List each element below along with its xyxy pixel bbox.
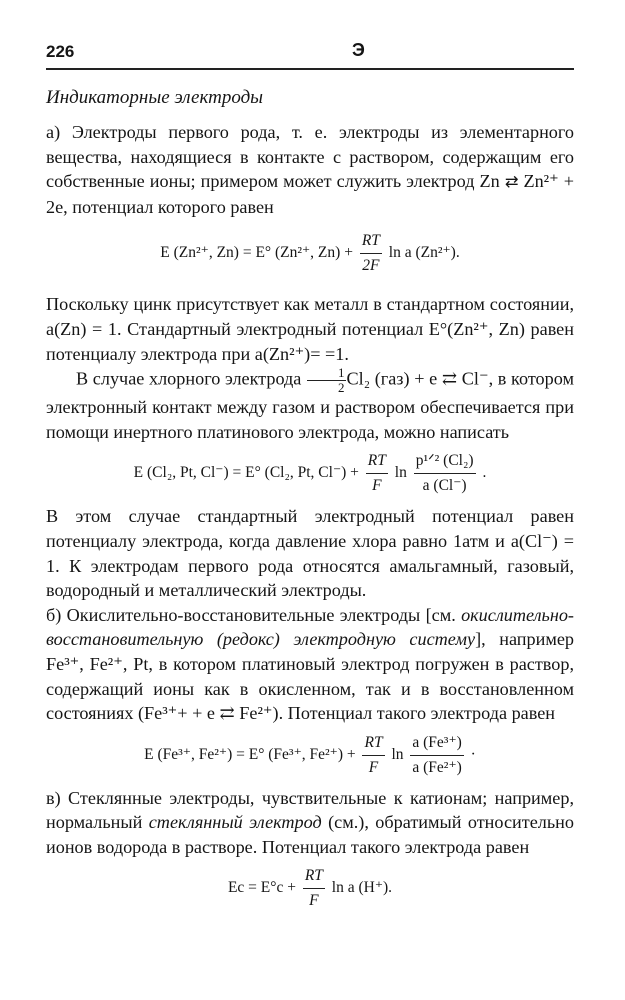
reaction-left: Zn <box>479 171 505 192</box>
page-header <box>46 38 574 70</box>
fraction-numerator: 1 <box>307 366 346 381</box>
para-text: в котором электронный контакт между газом и раствором обеспечивается при помощи инертного платинового электрода, можно написать <box>46 368 574 442</box>
formula-chlorine-potential <box>46 451 574 496</box>
ln-operator: ln <box>390 464 411 482</box>
paragraph-glass-electrodes <box>46 786 574 860</box>
fraction-rt-f <box>303 866 325 911</box>
fraction-numerator: RT <box>303 866 325 889</box>
formula-lhs: E (Zn²⁺, Zn) = E° (Zn²⁺, Zn) + <box>160 244 357 262</box>
equilibrium-arrow-icon: ⇄ <box>504 172 519 192</box>
fraction-rt-2f <box>360 231 382 276</box>
formula-rhs: ln a (Zn²⁺). <box>384 244 460 262</box>
chlorine-reaction: Cl₂ (газ) + e ⇄ Cl⁻, <box>346 368 494 389</box>
para-text: а) Электроды первого рода, т. е. электроды из элементарного вещества, находящиеся в контакте с раствором, содержащим его собственные ионы; примером может служить электрод <box>46 122 574 192</box>
fraction-denominator: a (Fe²⁺) <box>412 758 462 776</box>
reaction-right: Zn²⁺ + 2e, <box>46 171 574 217</box>
page-body <box>46 84 574 919</box>
running-head: Э <box>352 40 365 60</box>
formula-glass-potential <box>46 866 574 911</box>
fraction-numerator: RT <box>360 231 382 254</box>
fraction-denominator: 2 <box>338 380 345 396</box>
fraction-numerator: p¹ᐟ² (Cl₂) <box>414 451 476 474</box>
formula-lhs: E (Fe³⁺, Fe²⁺) = E° (Fe³⁺, Fe²⁺) + <box>144 745 360 763</box>
para-text: в) Стеклянные электроды, чувствительные к катионам; например, нормальный <box>46 787 574 833</box>
page-number: 226 <box>46 42 75 61</box>
paragraph-standard-potential: В этом случае стандартный электродный потенциал равен потенциалу электрода, когда давление хлора равно 1атм и a(Cl⁻) = 1. К электродам первого рода относятся амальгамный, газовый, водородный и металлический электроды. <box>46 506 574 601</box>
fraction-pressure-activity <box>414 451 476 496</box>
fraction-denominator: F <box>368 758 379 776</box>
fraction-numerator: RT <box>366 451 388 474</box>
fraction-one-half <box>307 366 346 395</box>
fraction-denominator: 2F <box>362 257 380 275</box>
fraction-denominator: F <box>309 892 319 910</box>
paragraph-first-kind-electrodes <box>46 120 574 219</box>
cross-reference-redox: окислительно-восстановительную (редокс) электродную систему <box>46 604 574 650</box>
formula-lhs: E (Cl₂, Pt, Cl⁻) = E° (Cl₂, Pt, Cl⁻) + <box>133 464 363 482</box>
fraction-rt-f <box>362 733 384 778</box>
fraction-denominator: F <box>372 477 382 495</box>
para-lead: В случае хлорного электрода <box>76 368 307 389</box>
para-text-continued: (см.), обратимый относительно ионов водорода в растворе. Потенциал такого электрода равен <box>46 812 574 857</box>
section-title: Индикаторные электроды <box>46 87 264 108</box>
para-tail: потенциал которого равен <box>67 196 274 217</box>
paragraph-chlorine-electrode <box>46 366 574 444</box>
formula-zinc-potential <box>46 231 574 276</box>
fraction-numerator: RT <box>362 733 384 756</box>
fraction-numerator: a (Fe³⁺) <box>410 733 463 756</box>
formula-rhs: ln a (H⁺). <box>327 879 393 897</box>
paragraph-zinc-standard-state: Поскольку цинк присутствует как металл в стандартном состоянии, a(Zn) = 1. Стандартный электродный потенциал E°(Zn²⁺, Zn) равен потенциалу электрода при a(Zn²⁺)= =1. <box>46 294 574 364</box>
para-text: б) Окислительно-восстановительные электроды [см. <box>46 604 462 625</box>
ln-operator: ln <box>387 745 408 763</box>
formula-end: . <box>478 464 487 482</box>
para-text-continued: ], например Fe³⁺, Fe²⁺, Pt, в котором платиновый электрод погружен в раствор, содержащий ионы как в окисленном, так и в восстановленном состояниях (Fe³⁺+ + e ⇄ Fe²⁺). Потенциал такого электрода равен <box>46 629 575 724</box>
fraction-rt-f <box>366 451 388 496</box>
formula-iron-potential <box>46 733 574 778</box>
cross-reference-glass-electrode: стеклянный электрод <box>148 812 322 833</box>
formula-lhs: Eс = E°с + <box>227 879 300 897</box>
paragraph-redox-electrodes <box>46 603 574 726</box>
fraction-iron-activities <box>410 733 463 778</box>
fraction-denominator: a (Cl⁻) <box>422 477 467 495</box>
formula-end: · <box>466 745 476 763</box>
